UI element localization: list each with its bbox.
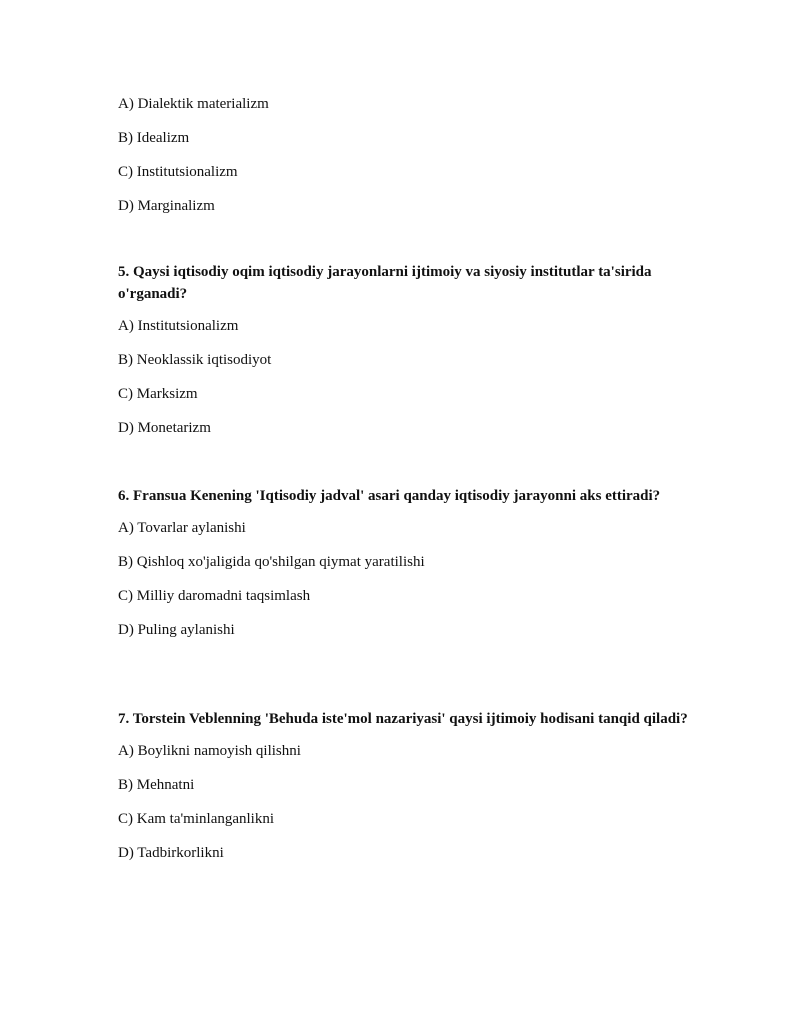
- option-a: A) Institutsionalizm: [118, 318, 239, 334]
- option-a: A) Boylikni namoyish qilishni: [118, 743, 301, 759]
- option-b: B) Qishloq xo'jaligida qo'shilgan qiymat yaratilishi: [118, 554, 425, 570]
- question-6-text: 6. Fransua Kenening 'Iqtisodiy jadval' asari qanday iqtisodiy jarayonni aks ettiradi?: [118, 488, 661, 504]
- option-c: C) Marksizm: [118, 386, 198, 402]
- question-5-text: 5. Qaysi iqtisodiy oqim iqtisodiy jarayonlarni ijtimoiy va siyosiy institutlar ta'sirida o'rganadi?: [118, 264, 652, 302]
- option-a: A) Dialektik materializm: [118, 96, 269, 112]
- question-7-text: 7. Torstein Veblenning 'Behuda iste'mol nazariyasi' qaysi ijtimoiy hodisani tanqid qiladi?: [118, 711, 688, 727]
- option-b: B) Mehnatni: [118, 777, 195, 793]
- option-a: A) Tovarlar aylanishi: [118, 520, 246, 536]
- question-5: [118, 261, 698, 437]
- option-c: C) Institutsionalizm: [118, 164, 238, 180]
- question-4-options: [118, 95, 698, 215]
- option-c: C) Milliy daromadni taqsimlash: [118, 588, 311, 604]
- question-6: [118, 485, 698, 639]
- option-b: B) Idealizm: [118, 130, 190, 146]
- question-7: [118, 708, 698, 862]
- option-c: C) Kam ta'minlanganlikni: [118, 811, 275, 827]
- option-b: B) Neoklassik iqtisodiyot: [118, 352, 272, 368]
- option-d: D) Marginalizm: [118, 198, 215, 214]
- option-d: D) Monetarizm: [118, 420, 211, 436]
- option-d: D) Tadbirkorlikni: [118, 845, 224, 861]
- option-d: D) Puling aylanishi: [118, 622, 235, 638]
